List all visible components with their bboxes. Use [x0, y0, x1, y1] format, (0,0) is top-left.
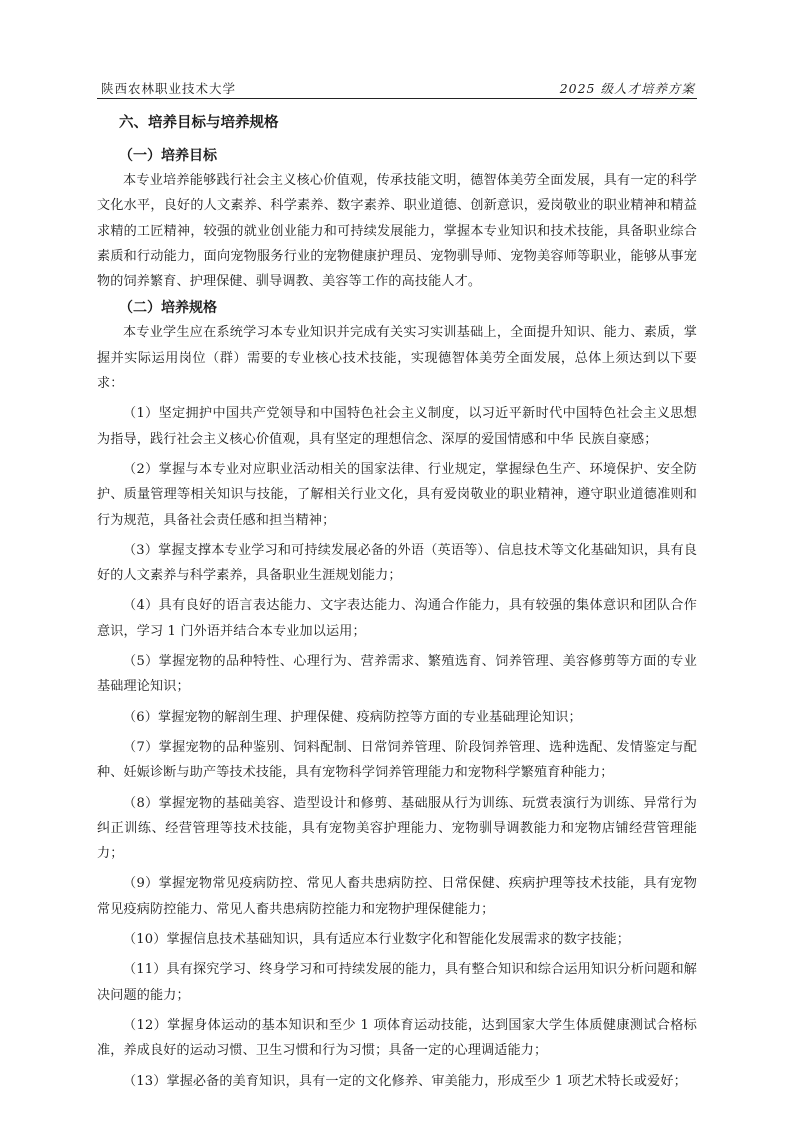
- requirement-item: （10）掌握信息技术基础知识，具有适应本行业数字化和智能化发展需求的数字技能；: [123, 932, 630, 948]
- spec-heading: （二）培养规格: [119, 300, 217, 317]
- requirement-item: （1）坚定拥护中国共产党领导和中国特色社会主义制度，以习近平新时代中国特色社会主义思想为指导，践行社会主义核心价值观，具有坚定的理想信念、深厚的爱国情感和中华 民族自豪感；: [97, 406, 697, 447]
- spec-intro-paragraph: 本专业学生应在系统学习本专业知识并完成有关实习实训基础上，全面提升知识、能力、素质，掌握并实际运用岗位（群）需要的专业核心技术技能，实现德智体美劳全面发展，总体上须达到以下要求：: [97, 325, 697, 392]
- requirement-item: （5）掌握宠物的品种特性、心理行为、营养需求、繁殖选育、饲养管理、美容修剪等方面的专业基础理论知识；: [97, 654, 697, 695]
- requirement-item: （11）具有探究学习、终身学习和可持续发展的能力，具有整合知识和综合运用知识分析问题和解决问题的能力；: [97, 962, 697, 1003]
- requirement-item: （8）掌握宠物的基础美容、造型设计和修剪、基础服从行为训练、玩赏表演行为训练、异常行为纠正训练、经营管理等技术技能，具有宠物美容护理能力、宠物驯导调教能力和宠物店铺经营管理能力；: [97, 795, 697, 862]
- requirement-item: （4）具有良好的语言表达能力、文字表达能力、沟通合作能力，具有较强的集体意识和团队合作意识，学习 1 门外语并结合本专业加以运用；: [97, 598, 697, 639]
- header-school-name: 陕西农林职业技术大学: [101, 81, 237, 96]
- requirement-item: （9）掌握宠物常见疫病防控、常见人畜共患病防控、日常保健、疾病护理等技术技能，具有宠物常见疫病防控能力、常见人畜共患病防控能力和宠物护理保健能力；: [97, 876, 697, 917]
- requirement-item: （2）掌握与本专业对应职业活动相关的国家法律、行业规定，掌握绿色生产、环境保护、安全防护、质量管理等相关知识与技能，了解相关行业文化，具有爱岗敬业的职业精神，遵守职业道德准则和行为规范，具备社会责任感和担当精神；: [97, 461, 697, 528]
- requirement-item: （3）掌握支撑本专业学习和可持续发展必备的外语（英语等）、信息技术等文化基础知识，具有良好的人文素养与科学素养，具备职业生涯规划能力；: [97, 542, 697, 584]
- header-document-title: 2025 级人才培养方案: [559, 81, 695, 96]
- requirement-item: （6）掌握宠物的解剖生理、护理保健、疫病防控等方面的专业基础理论知识；: [123, 709, 582, 725]
- goal-paragraph: 本专业培养能够践行社会主义核心价值观，传承技能文明，德智体美劳全面发展，具有一定的科学文化水平，良好的人文素养、科学素养、数字素养、职业道德、创新意识，爱岗敬业的职业精神和精益求精的工匠精神，较强的就业创业能力和可持续发展能力，掌握本专业知识和技术技能，具备职业综合素质和行动能力，面向宠物服务行业的宠物健康护理员、宠物驯导师、宠物美容师等职业，能够从事宠物的饲养繁育、护理保健、驯导调教、美容等工作的高技能人才。: [97, 173, 697, 290]
- requirement-item: （7）掌握宠物的品种鉴别、饲料配制、日常饲养管理、阶段饲养管理、选种选配、发情鉴定与配种、妊娠诊断与助产等技术技能，具有宠物科学饲养管理能力和宠物科学繁殖育种能力；: [97, 739, 697, 781]
- goal-heading: （一）培养目标: [119, 148, 217, 164]
- page-content: [97, 112, 697, 1094]
- section-title: 六、培养目标与培养规格: [119, 115, 279, 131]
- page-header: [97, 78, 697, 99]
- requirement-item: （13）掌握必备的美育知识，具有一定的文化修养、审美能力，形成至少 1 项艺术特长或爱好；: [123, 1073, 687, 1089]
- requirement-item: （12）掌握身体运动的基本知识和至少 1 项体育运动技能，达到国家大学生体质健康测试合格标准，养成良好的运动习惯、卫生习惯和行为习惯；具备一定的心理调适能力；: [97, 1017, 697, 1059]
